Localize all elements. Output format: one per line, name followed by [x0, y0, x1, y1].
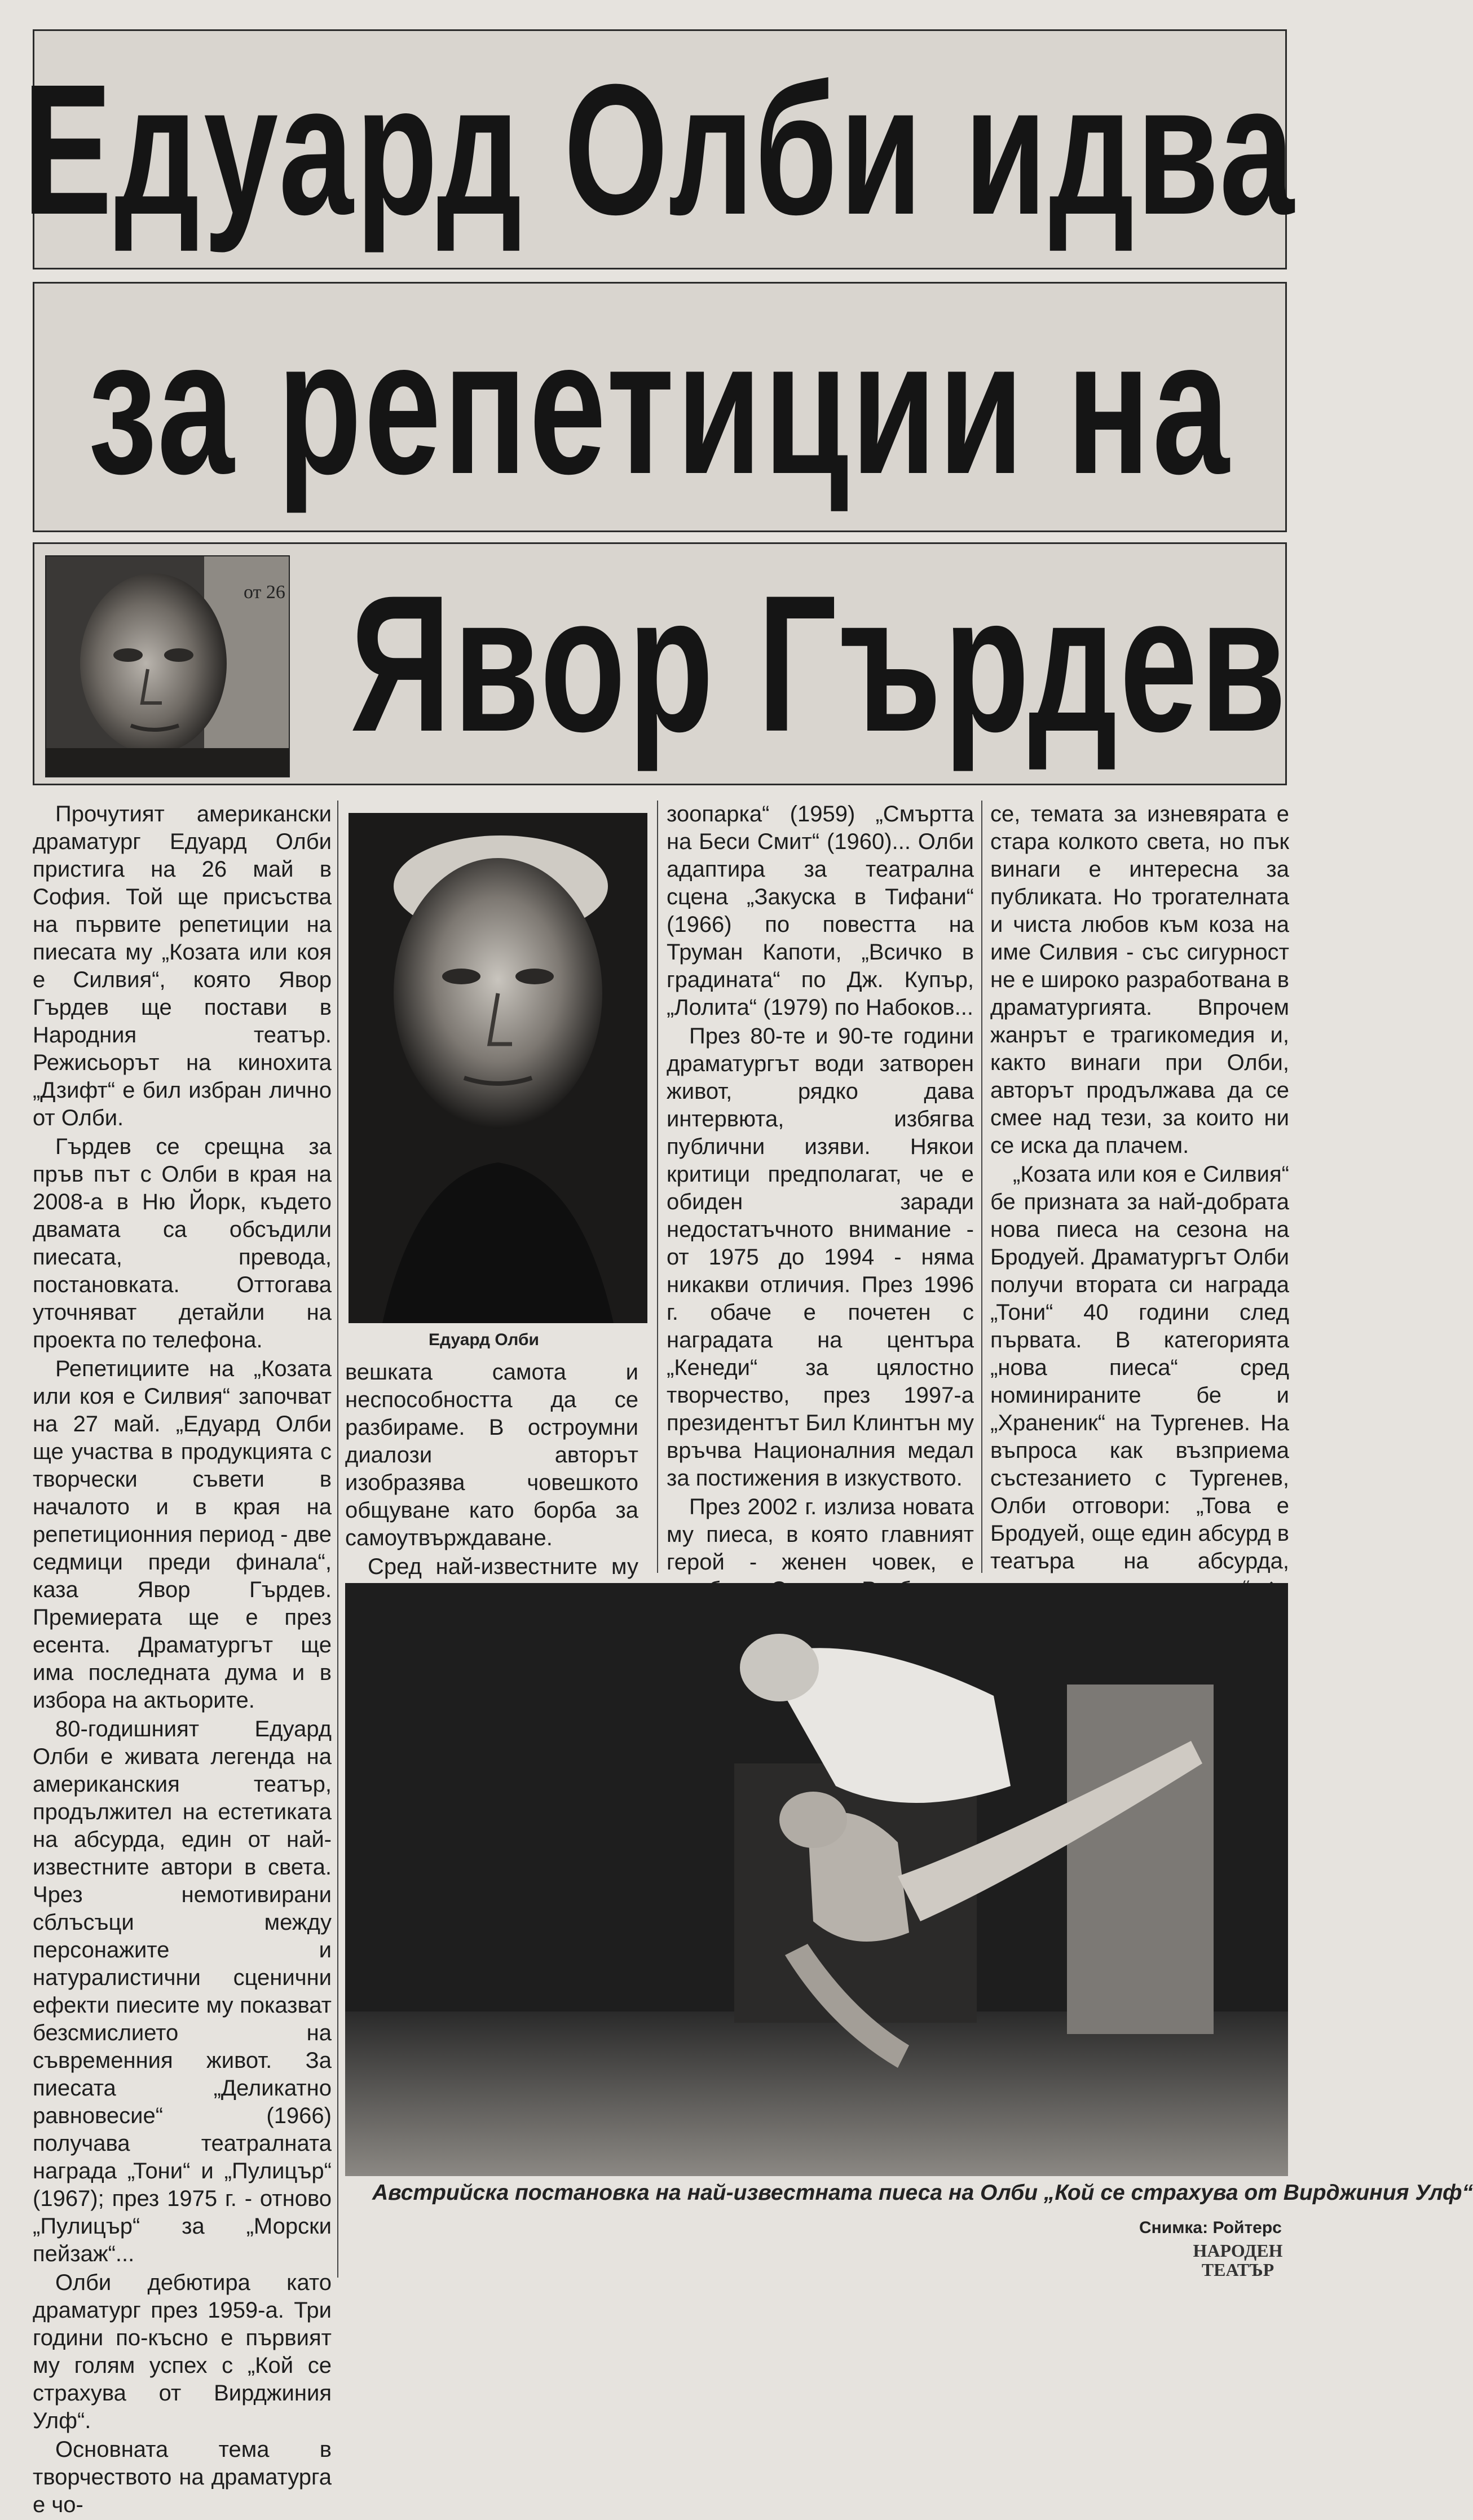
- article-column-4: [990, 801, 1289, 1604]
- headline-line-1: Едуард Олби идва: [23, 45, 1297, 253]
- column-rule-2: [657, 801, 658, 1573]
- stage-photo-image: [345, 1583, 1288, 2176]
- col1-paragraph: Основната тема в творчеството на драматурга е чо-: [33, 2437, 332, 2517]
- column-rule-3: [981, 801, 982, 1573]
- watermark-logo: [1181, 2241, 1294, 2279]
- albee-portrait-image: [349, 813, 647, 1323]
- col1-paragraph: Репетициите на „Козата или коя е Силвия“ започват на 27 май. „Едуард Олби ще участва в продукцията с творчески съвети в началото и в края на репетиционния период - две седмици преди финала“, каза Явор Гърдев. Премиерата ще е през есента. Драматургът ще има последната дума и в избора на актьорите.: [33, 1356, 332, 1713]
- article-column-1: [33, 801, 332, 2520]
- col4-paragraph: „Козата или коя е Силвия“ бе призната за най-добрата нова пиеса на сезона на Бродуей. Драматургът Олби получи втората си награда „Тони“ 40 години след първата. В категорията „нова пиеса“ сред номинираните бе и „Храненик“ на Тургенев. На въпроса как възприема състезанието с Тургенев, Олби отговори: „Това е Бродуей, още един абсурд в театъра на абсурда,: [990, 1162, 1289, 1573]
- article-column-2: [345, 1359, 638, 1610]
- stage-photo: [345, 1583, 1288, 2176]
- headline-box-2: [33, 282, 1287, 532]
- headline-line-3: Явор Гърдев: [350, 555, 1289, 772]
- col3-paragraph: През 80-те и 90-те години драматургът води затворен живот, рядко дава интервюта, избягва публични изяви. Някои критици предполагат, че е обиден заради недостатъчното внимание - от 1975 до 1994 - няма никакви отличия. През 1996 г. обаче е почетен с наградата на центъра „Кенеди“ за цялостно творчество, през 1997-а президентът Бил Клинтън му връчва Националния медал за постижения в изкуството.: [667, 1024, 974, 1491]
- gardev-photo-text: от 26: [244, 582, 285, 603]
- stage-photo-caption: Австрийска постановка на най-известната пиеса на Олби „Кой се страхува от Вирджиния Улф“: [372, 2181, 1473, 2205]
- albee-portrait: [349, 813, 647, 1323]
- col1-paragraph: Прочутият американски драматург Едуард Олби пристига на 26 май в София. Той ще присъства на първите репетиции на пиесата му „Козата или коя е Силвия“, която Явор Гърдев ще постави в Народния театър. Режисьорът на кинохита „Дзифт“ е бил избран лично от Олби.: [33, 802, 332, 1130]
- col3-paragraph: През 2002 г. излиза новата му пиеса, в която главният герой - женен човек, е: [667, 1495, 974, 1575]
- watermark-line-1: НАРОДЕН: [1193, 2240, 1283, 2261]
- col2-paragraph: вешката самота и неспособността да се разбираме. В остроумни диалози авторът изобразява човешкото общуване като борба за самоутвърждаване.: [345, 1360, 638, 1550]
- col2-paragraph: Сред най-известните му: [368, 1554, 638, 1579]
- article-column-3: [667, 801, 974, 1605]
- stage-photo-credit: Снимка: Ройтерс: [1139, 2218, 1282, 2237]
- col1-paragraph: Олби дебютира като драматург през 1959-а. Три години по-късно е първият му голям успех с „Кой се страхува от Вирджиния Улф“.: [33, 2270, 332, 2433]
- col4-paragraph: се, темата за изневярата е стара колкото света, но пък винаги е интересна за публиката. Но трогателната и чиста любов към коза на име Силвия - със сигурност не е широко разработвана в драматургията. Впрочем жанрът е трагикомедия и, както винаги при Олби, авторът продължава да се смее над тези, за които ни се иска да плачем.: [990, 802, 1289, 1158]
- watermark-line-2: ТЕАТЪР: [1201, 2260, 1274, 2280]
- headline-box-1: [23, 29, 1297, 269]
- albee-caption: Едуард Олби: [429, 1330, 539, 1349]
- gardev-portrait: [45, 555, 290, 777]
- headline-line-2: за репетиции на: [88, 300, 1232, 514]
- col1-paragraph: 80-годишният Едуард Олби е живата легенда на американския театър, продължител на естетиката на абсурда, един от най-известните автори в света. Чрез немотивирани сблъсъци между персонажите и натуралистични сценични ефекти пиесите му показват безсмислието на съвременния живот. За пиесата „Деликатно равновесие“ (1966) получава театралната награда „Тони“ и „Пулицър“ (1967); през 1975 г. - отново „Пулицър“ за „Морски пейзаж“...: [33, 1717, 332, 2266]
- column-rule-1: [337, 801, 338, 2278]
- col3-paragraph: зоопарка“ (1959) „Смъртта на Беси Смит“ (1960)... Олби адаптира за театрална сцена „Закуска в Тифани“ (1966) по повестта на Труман Капоти, „Всичко в градината“ по Дж. Купър, „Лолита“ (1979) по Набоков...: [667, 802, 974, 1020]
- col1-paragraph: Гърдев се срещна за пръв път с Олби в края на 2008-а в Ню Йорк, където двамата са обсъдили пиесата, превода, постановката. Оттогава уточняват детайли на проекта по телефона.: [33, 1134, 332, 1352]
